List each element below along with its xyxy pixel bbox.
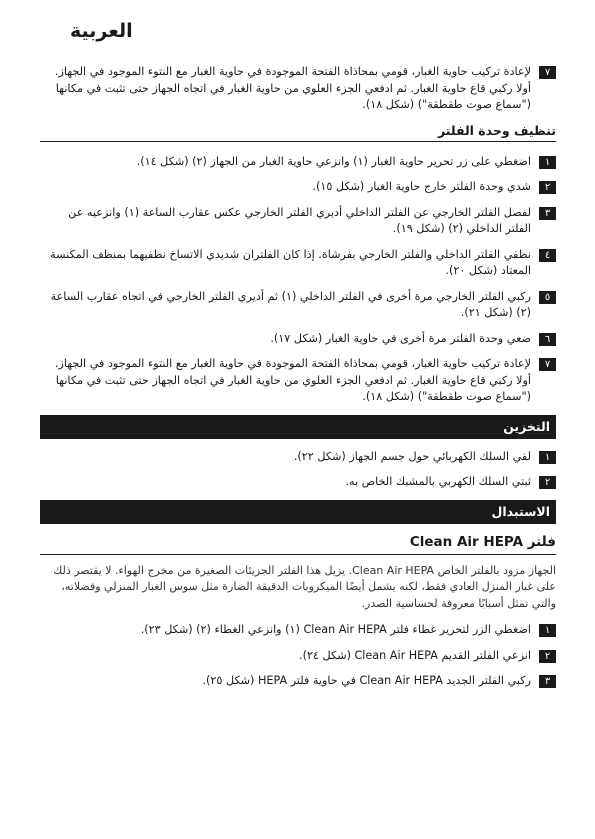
step-number: ١ xyxy=(539,624,556,637)
step-item xyxy=(40,64,556,114)
step-item xyxy=(40,474,556,491)
step-text: ركبي الفلتر الجديد Clean Air HEPA في حاوية فلتر HEPA (شكل ٢٥). xyxy=(202,674,531,687)
section-title-storage: التخزين xyxy=(40,415,556,439)
step-text: لفصل الفلتر الخارجي عن الفلتر الداخلي أديري الفلتر الخارجي عكس عقارب الساعة (١) وانزعيه عن الفلتر الداخلي (٢) (شكل ١٩). xyxy=(68,205,531,235)
step-number: ٣ xyxy=(539,675,556,688)
step-item xyxy=(40,289,556,322)
step-number: ٧ xyxy=(539,358,556,371)
step-text: ضعي وحدة الفلتر مرة أخرى في حاوية الغبار (شكل ١٧). xyxy=(270,331,531,345)
step-text: لإعادة تركيب حاوية الغبار، قومي بمحاذاة الفتحة الموجودة في حاوية الغبار مع النتوء الموجود في الجهاز. أولا ركبي قاع حاوية الغبار. ثم ادفعي الجزء العلوي من حاوية الغبار في اتجاه الجهاز حتى تثبت في مكانها ("سماع صوت طقطقة") (شكل ١٨). xyxy=(54,357,531,403)
step-number: ٤ xyxy=(539,249,556,262)
section-title-filter-cleaning: تنظيف وحدة الفلتر xyxy=(40,123,556,142)
step-text: نظفي الفلتر الداخلي والفلتر الخارجي بفرشاة. إذا كان الفلتران شديدي الاتساخ نظفيهما بمنظف المكنسة المعتاد (شكل ٢٠). xyxy=(50,247,531,277)
step-number: ٥ xyxy=(539,291,556,304)
step-number: ٢ xyxy=(539,181,556,194)
step-number: ٢ xyxy=(539,650,556,663)
step-item xyxy=(40,648,556,665)
manual-content xyxy=(40,64,556,699)
step-number: ٢ xyxy=(539,476,556,489)
step-item xyxy=(40,205,556,238)
step-text: ثبتي السلك الكهربي بالمشبك الخاص به. xyxy=(345,475,531,488)
step-text: لإعادة تركيب حاوية الغبار، قومي بمحاذاة الفتحة الموجودة في حاوية الغبار مع النتوء الموجود في الجهاز. أولا ركبي قاع حاوية الغبار. ثم ادفعي الجزء العلوي من حاوية الغبار في اتجاه الجهاز حتى تثبت في مكانها ("سماع صوت طقطقة") (شكل ١٨). xyxy=(54,65,531,111)
step-number: ١ xyxy=(539,451,556,464)
step-item xyxy=(40,449,556,466)
step-item xyxy=(40,247,556,280)
step-item xyxy=(40,356,556,406)
language-header: العربية xyxy=(70,20,133,42)
step-item xyxy=(40,331,556,348)
step-number: ٦ xyxy=(539,333,556,346)
step-number: ٧ xyxy=(539,66,556,79)
hepa-description: الجهاز مزود بالفلتر الخاص Clean Air HEPA. يزيل هذا الفلتر الجزيئات الصغيرة من مخرج الهواء. لا يقتصر ذلك على غبار المنزل العادي فقط، لكنه يشمل أيضًا الميكروبات الدقيقة الضارة مثل سوس الغبار المنزلي وفضلاته، والتي تمثل أسبابًا معروفة لحساسية الصدر. xyxy=(53,563,556,610)
step-text: شدي وحدة الفلتر خارج حاوية الغبار (شكل ١٥). xyxy=(312,180,531,193)
step-text: اضغطي على زر تحرير حاوية الغبار (١) وانزعي حاوية الغبار من الجهاز (٢) (شكل ١٤). xyxy=(136,154,531,168)
subsection-title-hepa: فلتر Clean Air HEPA xyxy=(40,534,556,555)
step-item xyxy=(40,622,556,639)
step-number: ١ xyxy=(539,156,556,169)
step-number: ٣ xyxy=(539,207,556,220)
step-text: اضغطي الزر لتحرير غطاء فلتر Clean Air HEPA (١) وانزعي الغطاء (٢) (شكل ٢٣). xyxy=(140,623,531,636)
section-title-replacement: الاستبدال xyxy=(40,500,556,524)
step-text: انزعي الفلتر القديم Clean Air HEPA (شكل ٢٤). xyxy=(299,648,531,662)
step-text: لفي السلك الكهربائي حول جسم الجهاز (شكل ٢٢). xyxy=(293,449,531,463)
step-text: ركبي الفلتر الخارجي مرة أخرى في الفلتر الداخلي (١) ثم أديري الفلتر الخارجي في اتجاه عقارب الساعة (٢) (شكل ٢١). xyxy=(50,289,531,319)
step-item xyxy=(40,179,556,196)
step-item xyxy=(40,154,556,171)
step-item xyxy=(40,673,556,690)
